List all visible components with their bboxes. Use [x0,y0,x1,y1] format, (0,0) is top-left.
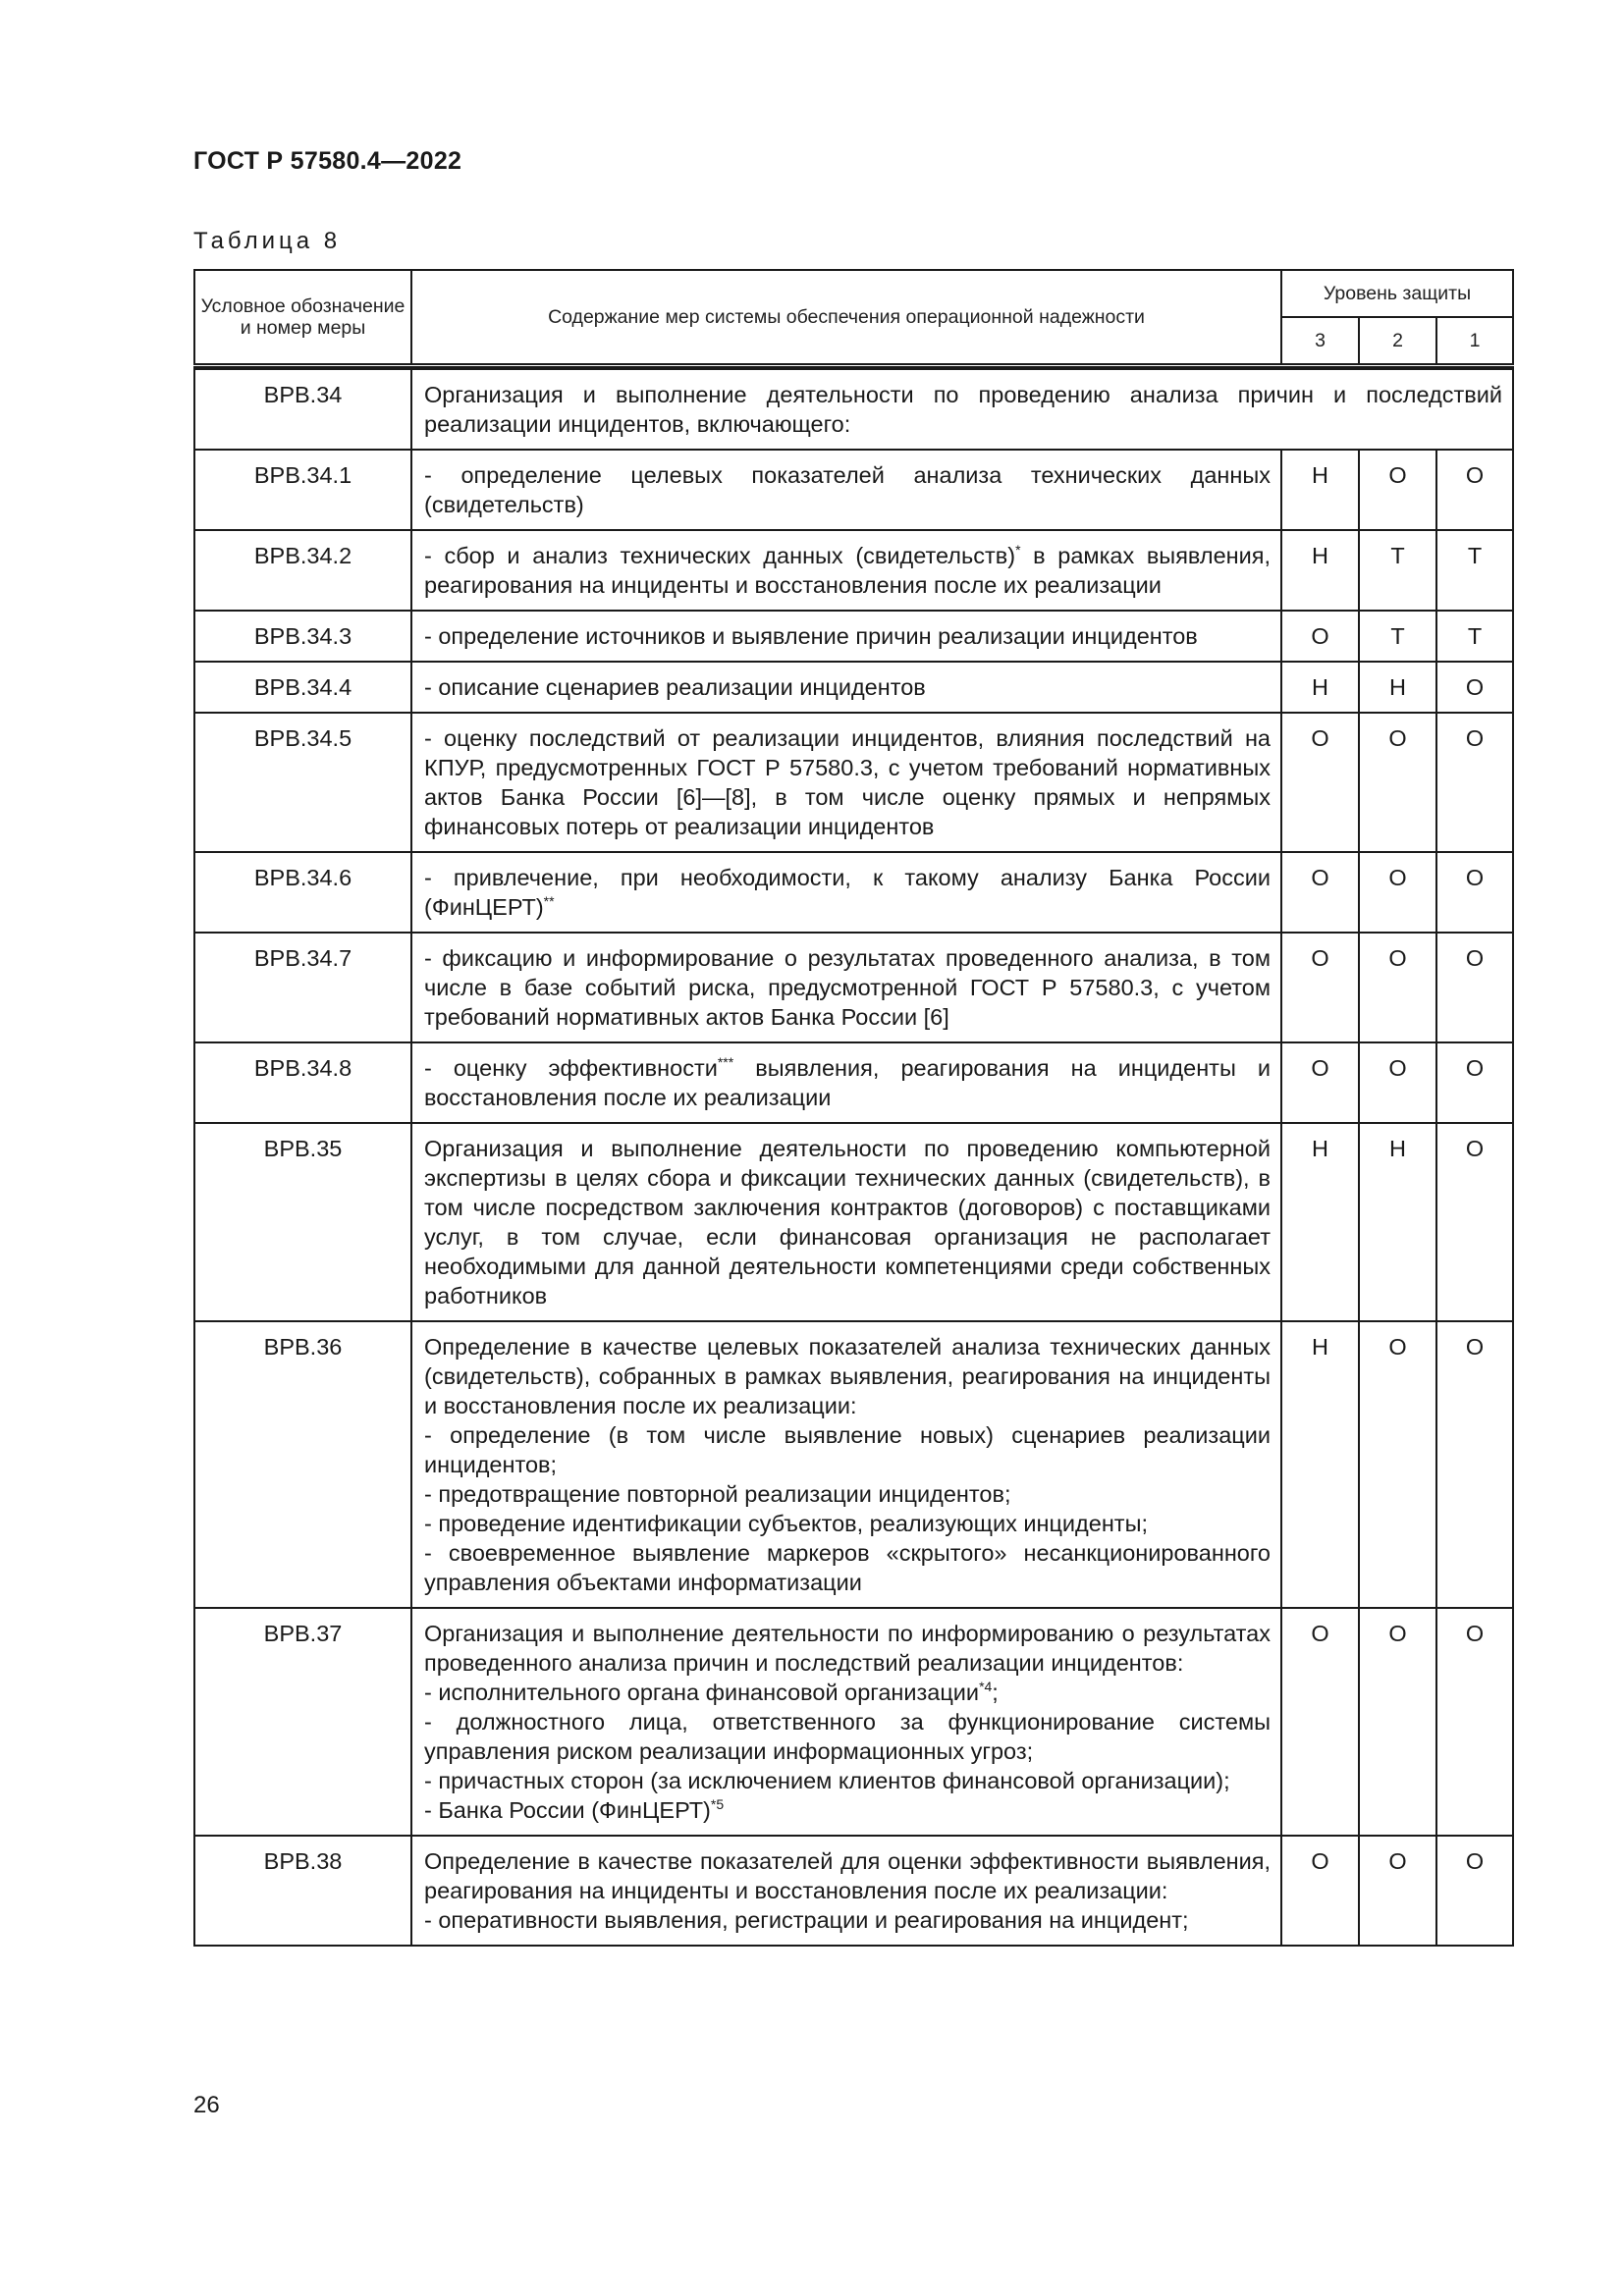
protection-level-2: О [1359,933,1436,1042]
measure-content [411,1608,1281,1836]
protection-level-2: О [1359,1321,1436,1608]
table-row [194,933,1513,1042]
protection-level-2: О [1359,1042,1436,1123]
measure-content-line: - определение источников и выявление причин реализации инцидентов [424,623,1198,649]
footnote-marker: ** [543,893,555,910]
column-header-level-1: 1 [1436,317,1513,366]
table-row [194,1123,1513,1321]
measure-code: ВРВ.34 [194,369,411,450]
measure-content [411,852,1281,933]
table-row [194,1608,1513,1836]
protection-level-3: Н [1281,530,1359,611]
measure-content-line: - оперативности выявления, регистрации и реагирования на инцидент; [424,1907,1189,1933]
measure-content-line: Организация и выполнение деятельности по проведению компьютерной экспертизы в целях сбора и фиксации технических данных (свидетельств), в том числе посредством заключения контрактов (договоров) с поставщиками услуг, в том случае, если финансовая организация не располагает необходимыми для данной деятельности компетенциями среди собственных работников [424,1136,1271,1308]
measure-content-line: - предотвращение повторной реализации инцидентов; [424,1481,1011,1507]
protection-level-1: О [1436,852,1513,933]
protection-level-1: О [1436,1321,1513,1608]
measure-code: ВРВ.37 [194,1608,411,1836]
protection-level-3: Н [1281,662,1359,713]
protection-level-3: О [1281,713,1359,852]
measure-content-line: - определение целевых показателей анализа технических данных (свидетельств) [424,462,1271,517]
protection-level-2: О [1359,1608,1436,1836]
protection-level-2: Т [1359,611,1436,662]
measure-content-line: - исполнительного органа финансовой организации$^{*4}$; [424,1679,999,1705]
measure-content-line: - сбор и анализ технических данных (свидетельств)* в рамках выявления, реагирования на инциденты и восстановления после их реализации [424,542,1272,598]
protection-level-1: О [1436,933,1513,1042]
footnote-marker: *5 [710,1796,725,1813]
measure-content-line: - определение (в том числе выявление новых) сценариев реализации инцидентов; [424,1422,1271,1477]
protection-level-1: О [1436,662,1513,713]
measure-content-line: Определение в качестве показателей для оценки эффективности выявления, реагирования на инциденты и восстановления после их реализации: [424,1848,1271,1903]
measure-content-line: - фиксацию и информирование о результатах проведенного анализа, в том числе в базе событий риска, предусмотренной ГОСТ Р 57580.3, с учетом требований нормативных актов Банка России [6] [424,945,1271,1030]
measure-content-line: - привлечение, при необходимости, к такому анализу Банка России (ФинЦЕРТ)** [424,865,1271,920]
measure-content [411,450,1281,530]
measures-table [193,269,1514,1947]
protection-level-3: О [1281,933,1359,1042]
table-row [194,1042,1513,1123]
measure-code: ВРВ.34.4 [194,662,411,713]
table-row [194,852,1513,933]
table-row [194,450,1513,530]
table-row [194,530,1513,611]
measure-content [411,933,1281,1042]
protection-level-2: О [1359,713,1436,852]
protection-level-2: Н [1359,662,1436,713]
measure-code: ВРВ.35 [194,1123,411,1321]
protection-level-1: Т [1436,530,1513,611]
protection-level-3: О [1281,1836,1359,1946]
measure-content [411,662,1281,713]
measure-content [411,530,1281,611]
protection-level-1: О [1436,713,1513,852]
measure-content [411,1123,1281,1321]
protection-level-1: О [1436,450,1513,530]
measure-code: ВРВ.34.5 [194,713,411,852]
measure-code: ВРВ.34.6 [194,852,411,933]
measure-content-line: Организация и выполнение деятельности по информированию о результатах проведенного анализа причин и последствий реализации инцидентов: [424,1621,1271,1676]
table-caption: Таблица 8 [193,228,342,254]
page-number: 26 [193,2092,220,2118]
protection-level-3: О [1281,1042,1359,1123]
measure-content [411,713,1281,852]
protection-level-1: О [1436,1608,1513,1836]
measure-content [411,611,1281,662]
measure-content-line: - Банка России (ФинЦЕРТ)$^{*5}$ [424,1796,725,1823]
column-header-level-3: 3 [1281,317,1359,366]
measure-code: ВРВ.34.3 [194,611,411,662]
protection-level-2: Т [1359,530,1436,611]
table-row [194,1321,1513,1608]
measure-code: ВРВ.36 [194,1321,411,1608]
protection-level-1: О [1436,1042,1513,1123]
measure-code: ВРВ.34.8 [194,1042,411,1123]
document-header: ГОСТ Р 57580.4—2022 [193,147,462,175]
protection-level-3: О [1281,611,1359,662]
measure-code: ВРВ.34.2 [194,530,411,611]
protection-level-2: О [1359,852,1436,933]
table-row [194,662,1513,713]
table-row [194,369,1513,450]
table-row [194,611,1513,662]
measure-content [411,1836,1281,1946]
measure-content-line: - причастных сторон (за исключением клиентов финансовой организации); [424,1768,1230,1793]
table-header-row [194,270,1513,317]
table-row [194,1836,1513,1946]
footnote-marker: * [1015,542,1021,559]
protection-level-3: Н [1281,450,1359,530]
measure-content-line: - своевременное выявление маркеров «скрытого» несанкционированного управления объектами информатизации [424,1540,1271,1595]
column-header-code: Условное обозначение и номер меры [194,270,411,366]
protection-level-3: Н [1281,1321,1359,1608]
protection-level-2: О [1359,1836,1436,1946]
measure-content [411,1321,1281,1608]
measure-code: ВРВ.34.1 [194,450,411,530]
measure-content-line: - должностного лица, ответственного за функционирование системы управления риском реализации информационных угроз; [424,1709,1271,1764]
measure-content-line: - проведение идентификации субъектов, реализующих инциденты; [424,1511,1148,1536]
protection-level-3: О [1281,852,1359,933]
table-row [194,713,1513,852]
protection-level-1: О [1436,1123,1513,1321]
protection-level-1: Т [1436,611,1513,662]
column-header-protection-level: Уровень защиты [1281,270,1513,317]
measure-content-line: Определение в качестве целевых показателей анализа технических данных (свидетельств), собранных в рамках выявления, реагирования на инциденты и восстановления после их реализации: [424,1334,1271,1418]
table-body [194,366,1513,1947]
protection-level-2: Н [1359,1123,1436,1321]
protection-level-3: О [1281,1608,1359,1836]
measure-code: ВРВ.34.7 [194,933,411,1042]
measure-code: ВРВ.38 [194,1836,411,1946]
protection-level-2: О [1359,450,1436,530]
column-header-content: Содержание мер системы обеспечения операционной надежности [411,270,1281,366]
measure-content-line: - оценку последствий от реализации инцидентов, влияния последствий на КПУР, предусмотренных ГОСТ Р 57580.3, с учетом требований нормативных актов Банка России [6]—[8], в том числе оценку прямых и непрямых финансовых потерь от реализации инцидентов [424,725,1271,839]
protection-level-1: О [1436,1836,1513,1946]
protection-level-3: Н [1281,1123,1359,1321]
footnote-marker: *4 [979,1679,993,1695]
column-header-level-2: 2 [1359,317,1436,366]
measure-content-line: Организация и выполнение деятельности по проведению анализа причин и последствий реализации инцидентов, включающего: [424,382,1502,437]
footnote-marker: *** [717,1054,734,1071]
measure-content [411,1042,1281,1123]
measure-content [411,369,1513,450]
measure-content-line: - оценку эффективности*** выявления, реагирования на инциденты и восстановления после их реализации [424,1054,1271,1110]
measure-content-line: - описание сценариев реализации инцидентов [424,674,926,700]
